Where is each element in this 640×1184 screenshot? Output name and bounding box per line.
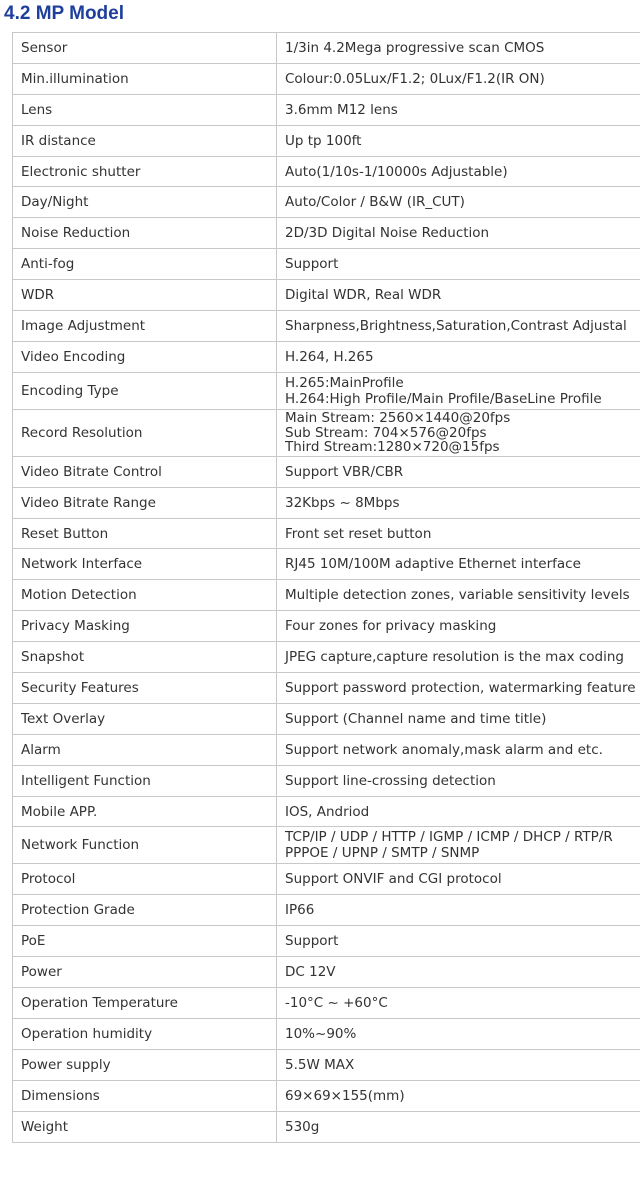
spec-row — [13, 249, 640, 280]
spec-value — [277, 1049, 640, 1080]
spec-label: Video Encoding — [13, 341, 277, 372]
spec-label: Power — [13, 957, 277, 988]
spec-row — [13, 456, 640, 487]
spec-value — [277, 156, 640, 187]
spec-value-line: Support — [285, 256, 339, 273]
spec-value-line: TCP/IP / UDP / HTTP / IGMP / ICMP / DHCP / RTP/R — [285, 829, 613, 846]
spec-value — [277, 734, 640, 765]
spec-label: Video Bitrate Range — [13, 487, 277, 518]
spec-value — [277, 456, 640, 487]
spec-label: Electronic shutter — [13, 156, 277, 187]
spec-value-line: H.264, H.265 — [285, 348, 374, 365]
spec-row — [13, 409, 640, 456]
spec-value — [277, 864, 640, 895]
spec-value-line: RJ45 10M/100M adaptive Ethernet interface — [285, 556, 581, 573]
spec-label: Protection Grade — [13, 895, 277, 926]
spec-row — [13, 957, 640, 988]
spec-row — [13, 63, 640, 94]
spec-value-line: Digital WDR, Real WDR — [285, 287, 442, 304]
spec-row — [13, 765, 640, 796]
spec-label: Reset Button — [13, 518, 277, 549]
spec-value — [277, 1080, 640, 1111]
spec-value-line: Third Stream:1280×720@15fps — [285, 439, 500, 456]
spec-value-line: Sharpness,Brightness,Saturation,Contrast Adjustal — [285, 317, 627, 334]
spec-value-line: Support network anomaly,mask alarm and etc. — [285, 741, 603, 758]
spec-row — [13, 218, 640, 249]
spec-value-line: Main Stream: 2560×1440@20fps — [285, 410, 511, 427]
spec-value-line: Support line-crossing detection — [285, 772, 496, 789]
spec-row — [13, 341, 640, 372]
spec-value-line: IP66 — [285, 902, 315, 919]
spec-label: Lens — [13, 94, 277, 125]
spec-row — [13, 1049, 640, 1080]
spec-row — [13, 926, 640, 957]
spec-value — [277, 926, 640, 957]
spec-label: Image Adjustment — [13, 311, 277, 342]
spec-value-line: PPPOE / UPNP / SMTP / SNMP — [285, 845, 480, 862]
spec-value — [277, 487, 640, 518]
spec-row — [13, 673, 640, 704]
spec-label: Text Overlay — [13, 703, 277, 734]
spec-value-line: Up tp 100ft — [285, 132, 362, 149]
spec-value — [277, 187, 640, 218]
spec-value-line: Auto/Color / B&W (IR_CUT) — [285, 194, 465, 211]
spec-value-line: DC 12V — [285, 964, 336, 981]
spec-value — [277, 796, 640, 827]
spec-label: Operation humidity — [13, 1018, 277, 1049]
spec-value — [277, 765, 640, 796]
spec-row — [13, 988, 640, 1019]
spec-row — [13, 895, 640, 926]
spec-value-line: 32Kbps ~ 8Mbps — [285, 494, 400, 511]
spec-row — [13, 1018, 640, 1049]
spec-value — [277, 33, 640, 64]
spec-label: Weight — [13, 1111, 277, 1142]
spec-value — [277, 642, 640, 673]
spec-value-line: IOS, Andriod — [285, 803, 370, 820]
spec-label: Sensor — [13, 33, 277, 64]
spec-value — [277, 249, 640, 280]
spec-value — [277, 94, 640, 125]
spec-value — [277, 549, 640, 580]
spec-label: Intelligent Function — [13, 765, 277, 796]
spec-value — [277, 311, 640, 342]
spec-value — [277, 988, 640, 1019]
spec-label: Mobile APP. — [13, 796, 277, 827]
spec-label: Privacy Masking — [13, 611, 277, 642]
spec-value — [277, 518, 640, 549]
spec-table — [12, 32, 640, 1143]
spec-value-line: H.265:MainProfile — [285, 374, 404, 391]
spec-label: IR distance — [13, 125, 277, 156]
spec-value — [277, 580, 640, 611]
spec-value — [277, 125, 640, 156]
spec-row — [13, 580, 640, 611]
spec-label: Security Features — [13, 673, 277, 704]
spec-value — [277, 372, 640, 409]
spec-value — [277, 827, 640, 864]
spec-row — [13, 372, 640, 409]
spec-row — [13, 703, 640, 734]
spec-label: Record Resolution — [13, 409, 277, 456]
spec-value — [277, 673, 640, 704]
spec-label: Operation Temperature — [13, 988, 277, 1019]
spec-value-line: 2D/3D Digital Noise Reduction — [285, 225, 490, 242]
spec-value-line: 530g — [285, 1118, 320, 1135]
spec-value-line: 3.6mm M12 lens — [285, 101, 398, 118]
spec-row — [13, 280, 640, 311]
spec-value-line: JPEG capture,capture resolution is the max coding — [285, 649, 624, 666]
spec-value — [277, 280, 640, 311]
spec-row — [13, 125, 640, 156]
spec-label: Snapshot — [13, 642, 277, 673]
spec-row — [13, 827, 640, 864]
spec-label: Network Interface — [13, 549, 277, 580]
spec-label: Day/Night — [13, 187, 277, 218]
spec-label: Network Function — [13, 827, 277, 864]
spec-row — [13, 642, 640, 673]
spec-row — [13, 311, 640, 342]
spec-row — [13, 611, 640, 642]
spec-label: Power supply — [13, 1049, 277, 1080]
spec-value — [277, 703, 640, 734]
spec-value-line: -10°C ~ +60°C — [285, 994, 388, 1011]
spec-label: Motion Detection — [13, 580, 277, 611]
spec-label: PoE — [13, 926, 277, 957]
spec-value-line: Support — [285, 933, 339, 950]
spec-value-line: Four zones for privacy masking — [285, 618, 497, 635]
spec-label: Alarm — [13, 734, 277, 765]
spec-value-line: Multiple detection zones, variable sensitivity levels — [285, 587, 630, 604]
spec-value-line: 5.5W MAX — [285, 1056, 355, 1073]
spec-value — [277, 1111, 640, 1142]
spec-label: Min.illumination — [13, 63, 277, 94]
spec-row — [13, 156, 640, 187]
spec-value-line: Support (Channel name and time title) — [285, 710, 547, 727]
spec-value-line: Front set reset button — [285, 525, 432, 542]
spec-label: Dimensions — [13, 1080, 277, 1111]
spec-value-line: Support password protection, watermarking feature — [285, 679, 636, 696]
spec-value — [277, 218, 640, 249]
spec-value — [277, 957, 640, 988]
spec-value-line: Support VBR/CBR — [285, 463, 404, 480]
spec-value-line: Auto(1/10s-1/10000s Adjustable) — [285, 163, 508, 180]
spec-label: WDR — [13, 280, 277, 311]
spec-label: Video Bitrate Control — [13, 456, 277, 487]
spec-row — [13, 734, 640, 765]
spec-value — [277, 1018, 640, 1049]
spec-row — [13, 487, 640, 518]
spec-value — [277, 409, 640, 456]
spec-value-line: 69×69×155(mm) — [285, 1087, 405, 1104]
spec-row — [13, 549, 640, 580]
spec-row — [13, 94, 640, 125]
spec-row — [13, 864, 640, 895]
spec-table-body — [13, 33, 640, 1143]
spec-value-line: H.264:High Profile/Main Profile/BaseLine Profile — [285, 390, 602, 407]
spec-value-line: Sub Stream: 704×576@20fps — [285, 424, 487, 441]
spec-value-line: Support ONVIF and CGI protocol — [285, 871, 502, 888]
spec-label: Encoding Type — [13, 372, 277, 409]
spec-value — [277, 895, 640, 926]
spec-row — [13, 796, 640, 827]
spec-value-line: 1/3in 4.2Mega progressive scan CMOS — [285, 39, 545, 56]
spec-row — [13, 1080, 640, 1111]
model-title: 4.2 MP Model — [4, 3, 125, 24]
spec-row — [13, 187, 640, 218]
spec-value-line: 10%~90% — [285, 1025, 357, 1042]
spec-label: Anti-fog — [13, 249, 277, 280]
spec-value — [277, 63, 640, 94]
spec-label: Protocol — [13, 864, 277, 895]
spec-row — [13, 33, 640, 64]
spec-row — [13, 1111, 640, 1142]
spec-row — [13, 518, 640, 549]
spec-label: Noise Reduction — [13, 218, 277, 249]
spec-value — [277, 611, 640, 642]
spec-value-line: Colour:0.05Lux/F1.2; 0Lux/F1.2(IR ON) — [285, 70, 545, 87]
spec-value — [277, 341, 640, 372]
